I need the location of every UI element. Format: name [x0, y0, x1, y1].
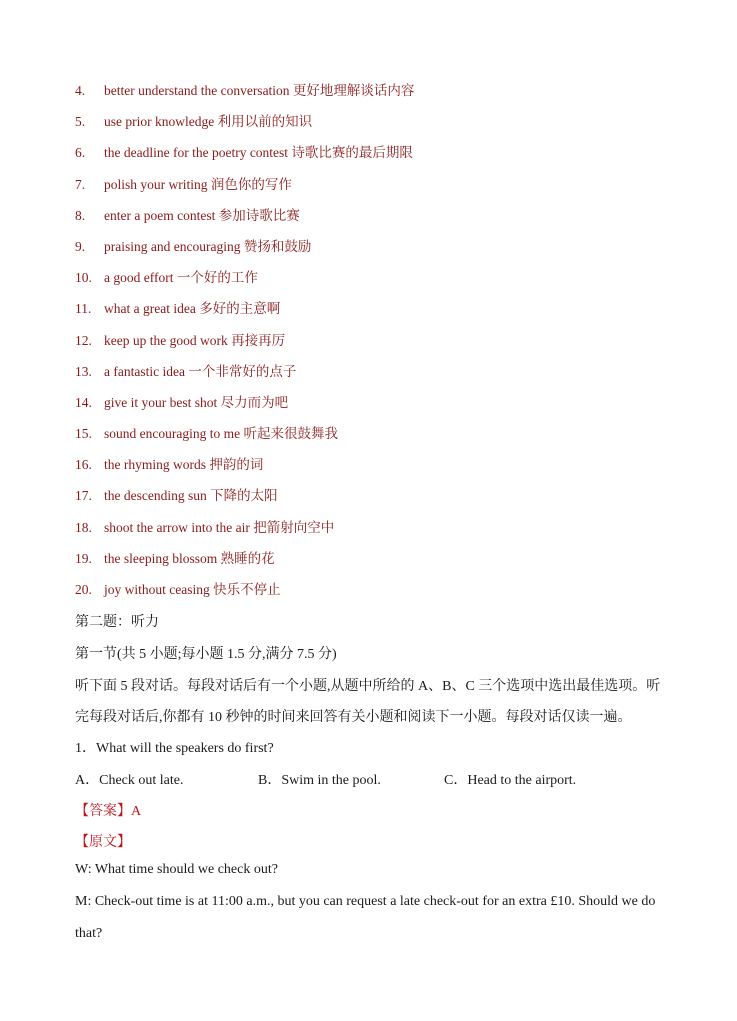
vocab-item	[75, 361, 414, 392]
vocab-text: sound encouraging to me 听起来很鼓舞我	[104, 426, 338, 442]
vocab-number: 8.	[75, 207, 86, 223]
vocab-number: 13.	[75, 363, 92, 379]
part-title: 第一节(共 5 小题;每小题 1.5 分,满分 7.5 分)	[75, 647, 337, 662]
question-1: 1．What will the speakers do first?	[75, 741, 274, 756]
vocab-text: better understand the conversation 更好地理解谈话内容	[104, 83, 415, 98]
vocab-number: 10.	[75, 270, 92, 286]
vocab-number: 11.	[75, 301, 92, 317]
vocab-text: joy without ceasing 快乐不停止	[104, 582, 281, 597]
vocab-text: use prior knowledge 利用以前的知识	[104, 114, 313, 130]
vocab-item	[75, 454, 414, 485]
vocab-number: 7.	[75, 176, 86, 192]
vocab-item	[75, 205, 414, 236]
vocab-item	[75, 80, 414, 111]
vocab-number: 12.	[75, 332, 92, 348]
transcript-label: 【原文】	[75, 835, 131, 850]
vocab-item	[75, 392, 414, 423]
vocab-item	[75, 267, 414, 298]
vocab-number: 4.	[75, 83, 86, 98]
vocab-item	[75, 485, 414, 516]
vocab-item	[75, 298, 414, 329]
vocab-text: enter a poem contest 参加诗歌比赛	[104, 207, 300, 223]
vocab-number: 14.	[75, 394, 92, 410]
vocab-number: 9.	[75, 238, 86, 254]
vocab-text: keep up the good work 再接再厉	[104, 332, 286, 348]
option-b: B．Swim in the pool.	[258, 773, 381, 788]
vocab-text: praising and encouraging 赞扬和鼓励	[104, 238, 312, 254]
vocab-number: 15.	[75, 426, 92, 442]
vocab-item	[75, 548, 414, 579]
instructions-line-2: 完每段对话后,你都有 10 秒钟的时间来回答有关小题和阅读下一小题。每段对话仅读一遍。	[75, 710, 632, 725]
vocab-number: 17.	[75, 488, 92, 504]
transcript-m1-line1: M: Check-out time is at 11:00 a.m., but you can request a late check-out for an extra £10. Should we do	[75, 894, 656, 909]
vocab-item	[75, 579, 414, 610]
vocab-item	[75, 174, 414, 205]
vocab-text: the descending sun 下降的太阳	[104, 488, 278, 504]
vocab-text: polish your writing 润色你的写作	[104, 176, 292, 192]
vocab-text: the sleeping blossom 熟睡的花	[104, 550, 275, 566]
vocab-number: 20.	[75, 582, 92, 597]
vocab-text: what a great idea 多好的主意啊	[104, 301, 281, 317]
vocab-number: 5.	[75, 114, 86, 130]
vocab-text: shoot the arrow into the air 把箭射向空中	[104, 519, 335, 535]
vocab-item	[75, 111, 414, 142]
vocab-item	[75, 423, 414, 454]
option-c: C．Head to the airport.	[444, 773, 577, 788]
option-a: A．Check out late.	[75, 773, 184, 788]
transcript-w1: W: What time should we check out?	[75, 862, 278, 877]
vocabulary-list	[75, 80, 414, 610]
vocab-item	[75, 236, 414, 267]
answer-label: 【答案】A	[75, 804, 142, 819]
vocab-item	[75, 517, 414, 548]
vocab-text: give it your best shot 尽力而为吧	[104, 394, 289, 410]
vocab-number: 16.	[75, 457, 92, 473]
vocab-number: 18.	[75, 519, 92, 535]
vocab-number: 6.	[75, 145, 86, 161]
vocab-item	[75, 142, 414, 173]
vocab-text: a good effort 一个好的工作	[104, 270, 258, 286]
vocab-text: a fantastic idea 一个非常好的点子	[104, 363, 297, 379]
vocab-text: the deadline for the poetry contest 诗歌比赛的最后期限	[104, 145, 413, 161]
vocab-item	[75, 330, 414, 361]
vocab-number: 19.	[75, 550, 92, 566]
vocab-text: the rhyming words 押韵的词	[104, 457, 264, 473]
instructions-line-1: 听下面 5 段对话。每段对话后有一个小题,从题中所给的 A、B、C 三个选项中选出最佳选项。听	[75, 679, 661, 694]
transcript-m1-line2: that?	[75, 926, 103, 941]
section-title: 第二题：听力	[75, 615, 159, 630]
